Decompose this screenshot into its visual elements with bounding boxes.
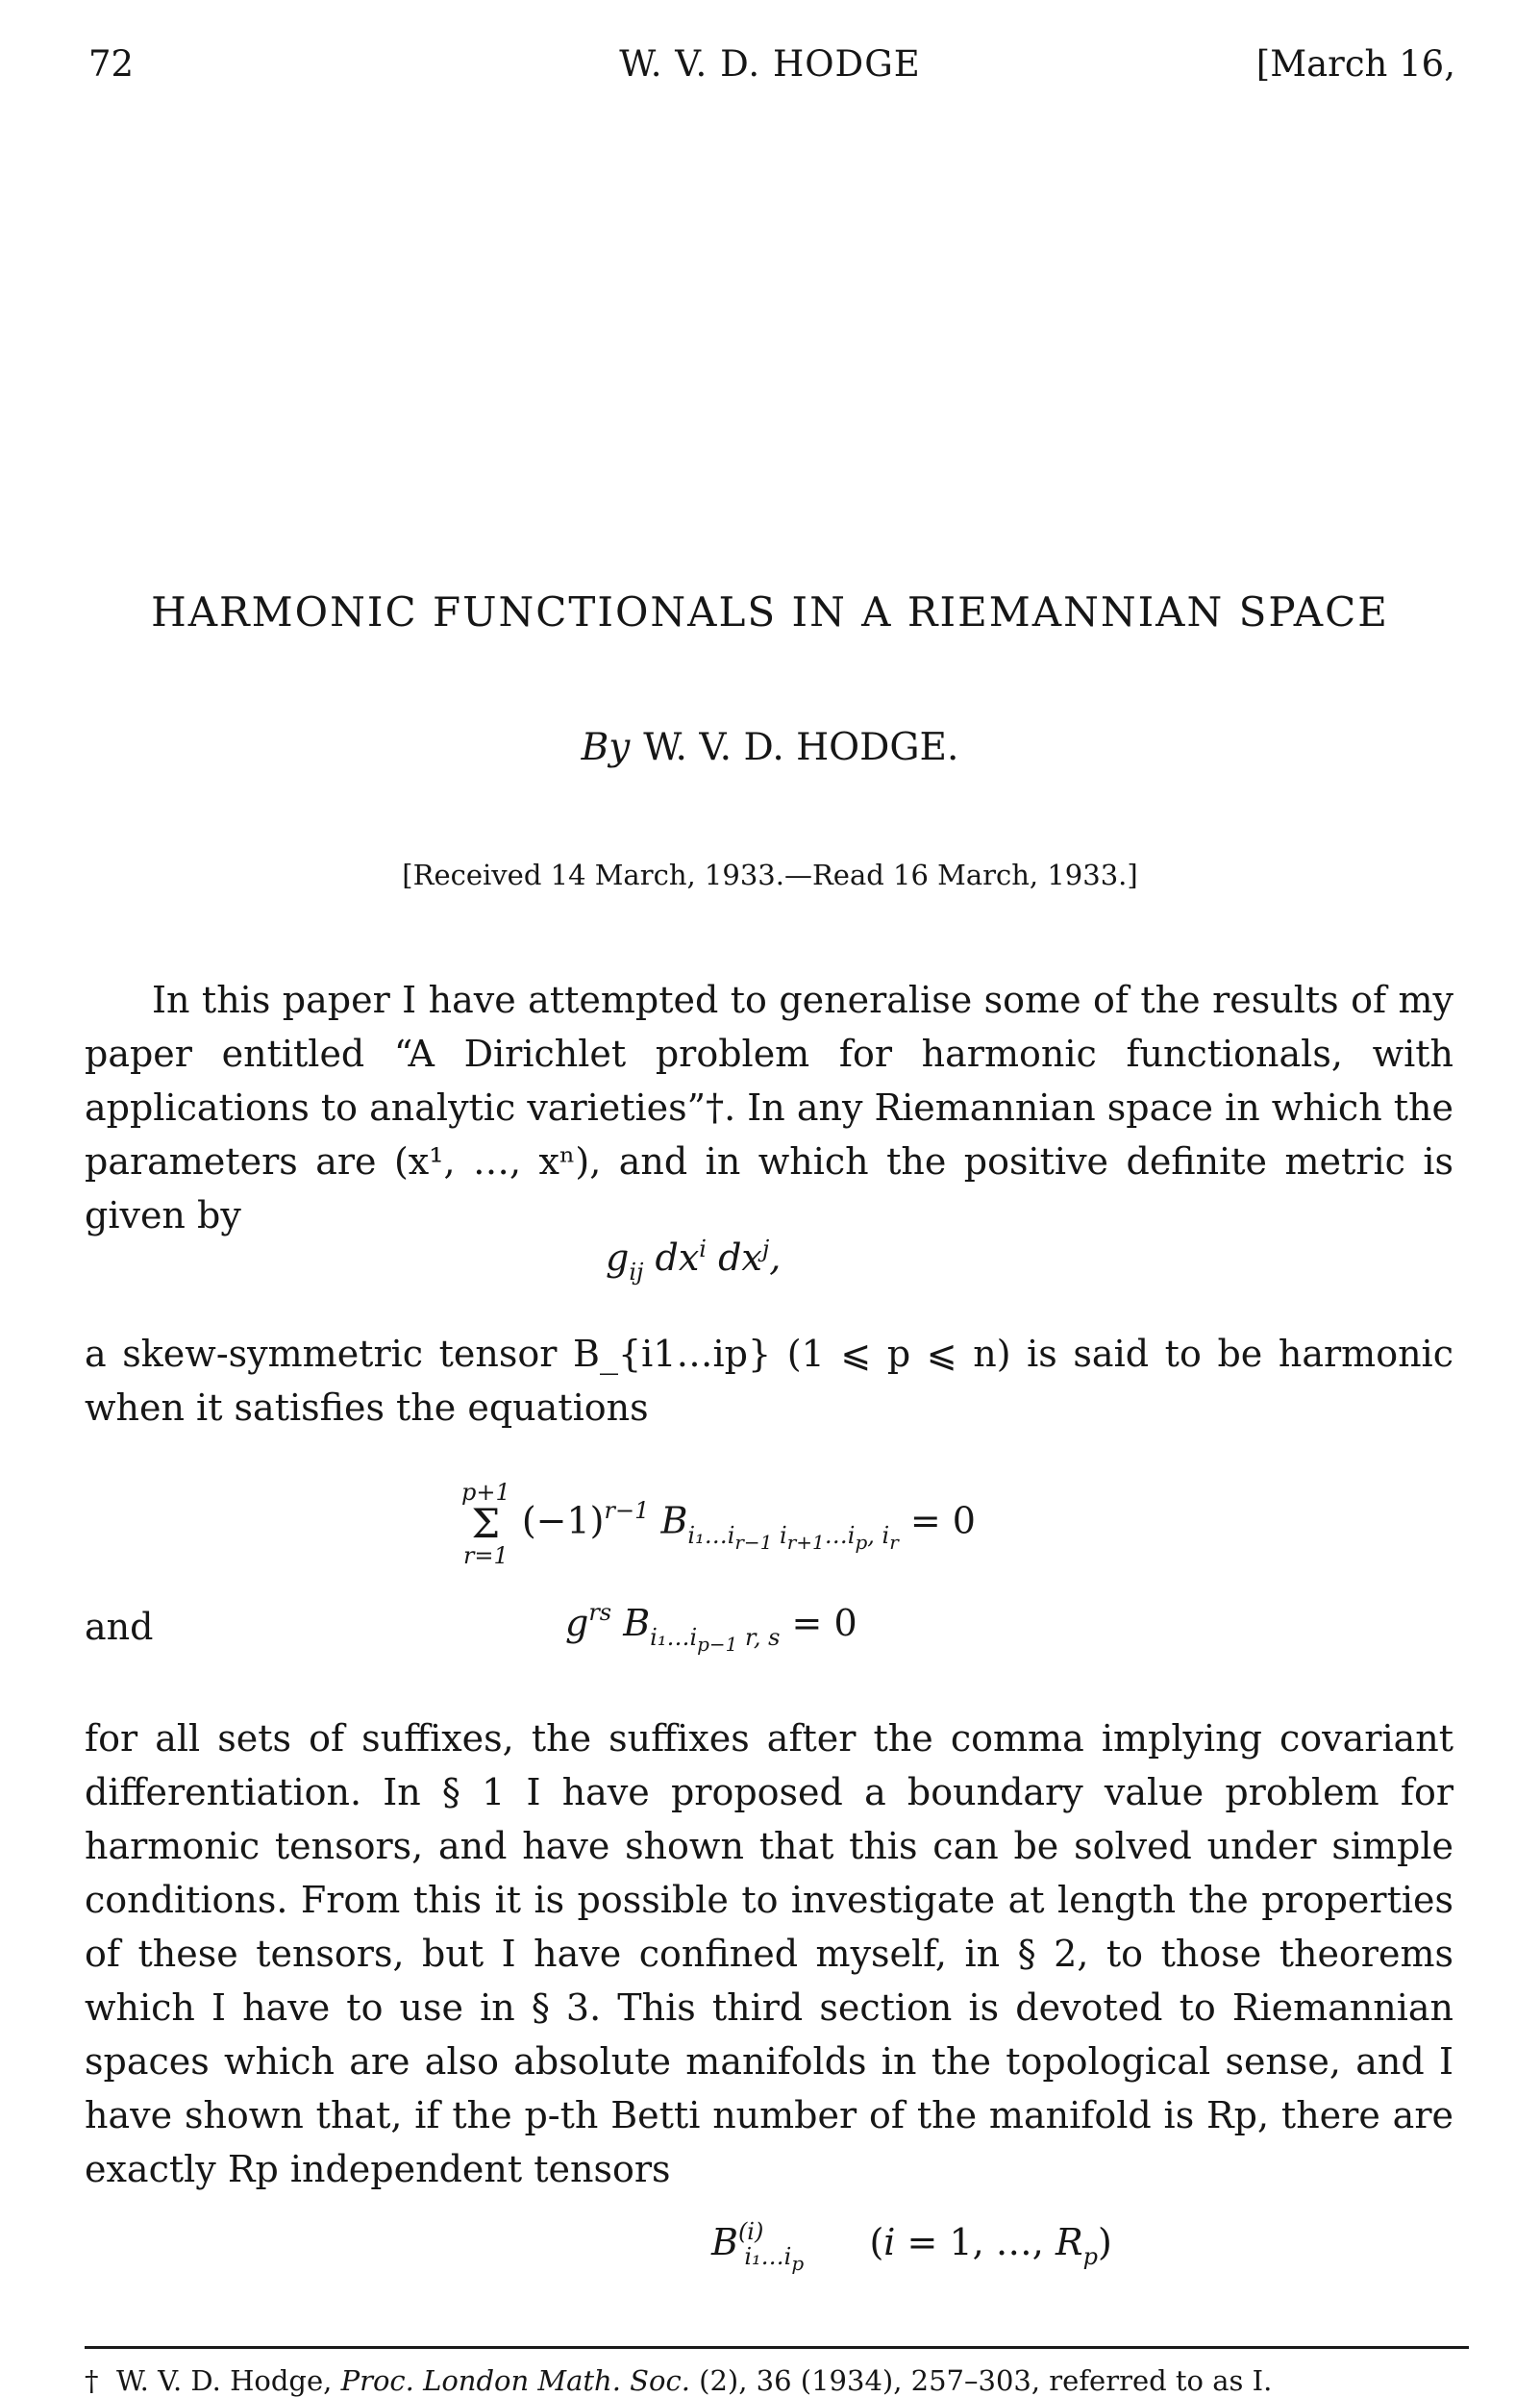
received-note: [Received 14 March, 1933.—Read 16 March, 1933.] — [402, 859, 1138, 891]
footnote-author: W. V. D. Hodge, — [115, 2364, 333, 2397]
paper-title: HARMONIC FUNCTIONALS IN A RIEMANNIAN SPACE — [151, 588, 1389, 636]
and-word: and — [85, 1606, 154, 1648]
harmonic-equation-2: $g^{rs}$ $B_{i_1\dots i_{p-1} r, s} = 0$ — [565, 1599, 857, 1656]
footnote-marker: † — [85, 2364, 99, 2397]
footnote — [85, 2364, 1272, 2397]
byline-author: W. V. D. HODGE. — [643, 726, 959, 769]
summation-symbol: p+1 Σ r=1 — [461, 1479, 510, 1569]
footnote-details: (2), 36 (1934), 257–303, referred to as I. — [699, 2364, 1273, 2397]
basis-tensor-formula: $B^{(i)}_{i_1\dots i_p}$ (i = 1, …, $R_p$) — [711, 2218, 1112, 2275]
running-head: W. V. D. HODGE — [619, 43, 921, 85]
intro-paragraph — [85, 973, 1453, 1242]
byline-prefix: By — [581, 726, 631, 769]
tensor-definition-paragraph: a skew-symmetric tensor B_{i1…ip} (1 ⩽ p ⩽ n) is said to be harmonic when it satisfies the equations — [85, 1333, 1453, 1429]
byline — [0, 726, 1540, 769]
running-date: [March 16, — [1255, 43, 1455, 85]
metric-formula: $g_{ij}$ $dx^i$ $dx^j$, — [606, 1236, 782, 1286]
page-number: 72 — [88, 43, 135, 85]
footnote-journal: Proc. London Math. Soc. — [340, 2364, 690, 2397]
harmonic-equation-1: p+1 Σ r=1 $(-1)^{r-1}$ $B_{i_1\dots i_{r-1} i_{r+1}\dots i_p, i_r} = 0$ — [461, 1479, 976, 1569]
intro-text: In this paper I have attempted to generalise some of the results of my paper entitled “A Dirichlet problem for harmonic functionals, with applications to analytic varieties”†. In any Riemannian space in which the parameters are (x¹, …, xⁿ), and in which the positive definite metric is given by — [85, 979, 1453, 1236]
summary-paragraph: for all sets of suffixes, the suffixes after the comma implying covariant differentiation. In § 1 I have proposed a boundary value problem for harmonic tensors, and have shown that this can be solved under simple conditions. From this it is possible to investigate at length the properties of these tensors, but I have confined myself, in § 2, to those theorems which I have to use in § 3. This third section is devoted to Riemannian spaces which are also absolute manifolds in the topological sense, and I have shown that, if the p-th Betti number of the manifold is Rp, there are exactly Rp independent tensors — [85, 1717, 1453, 2190]
footnote-rule — [85, 2346, 1469, 2349]
